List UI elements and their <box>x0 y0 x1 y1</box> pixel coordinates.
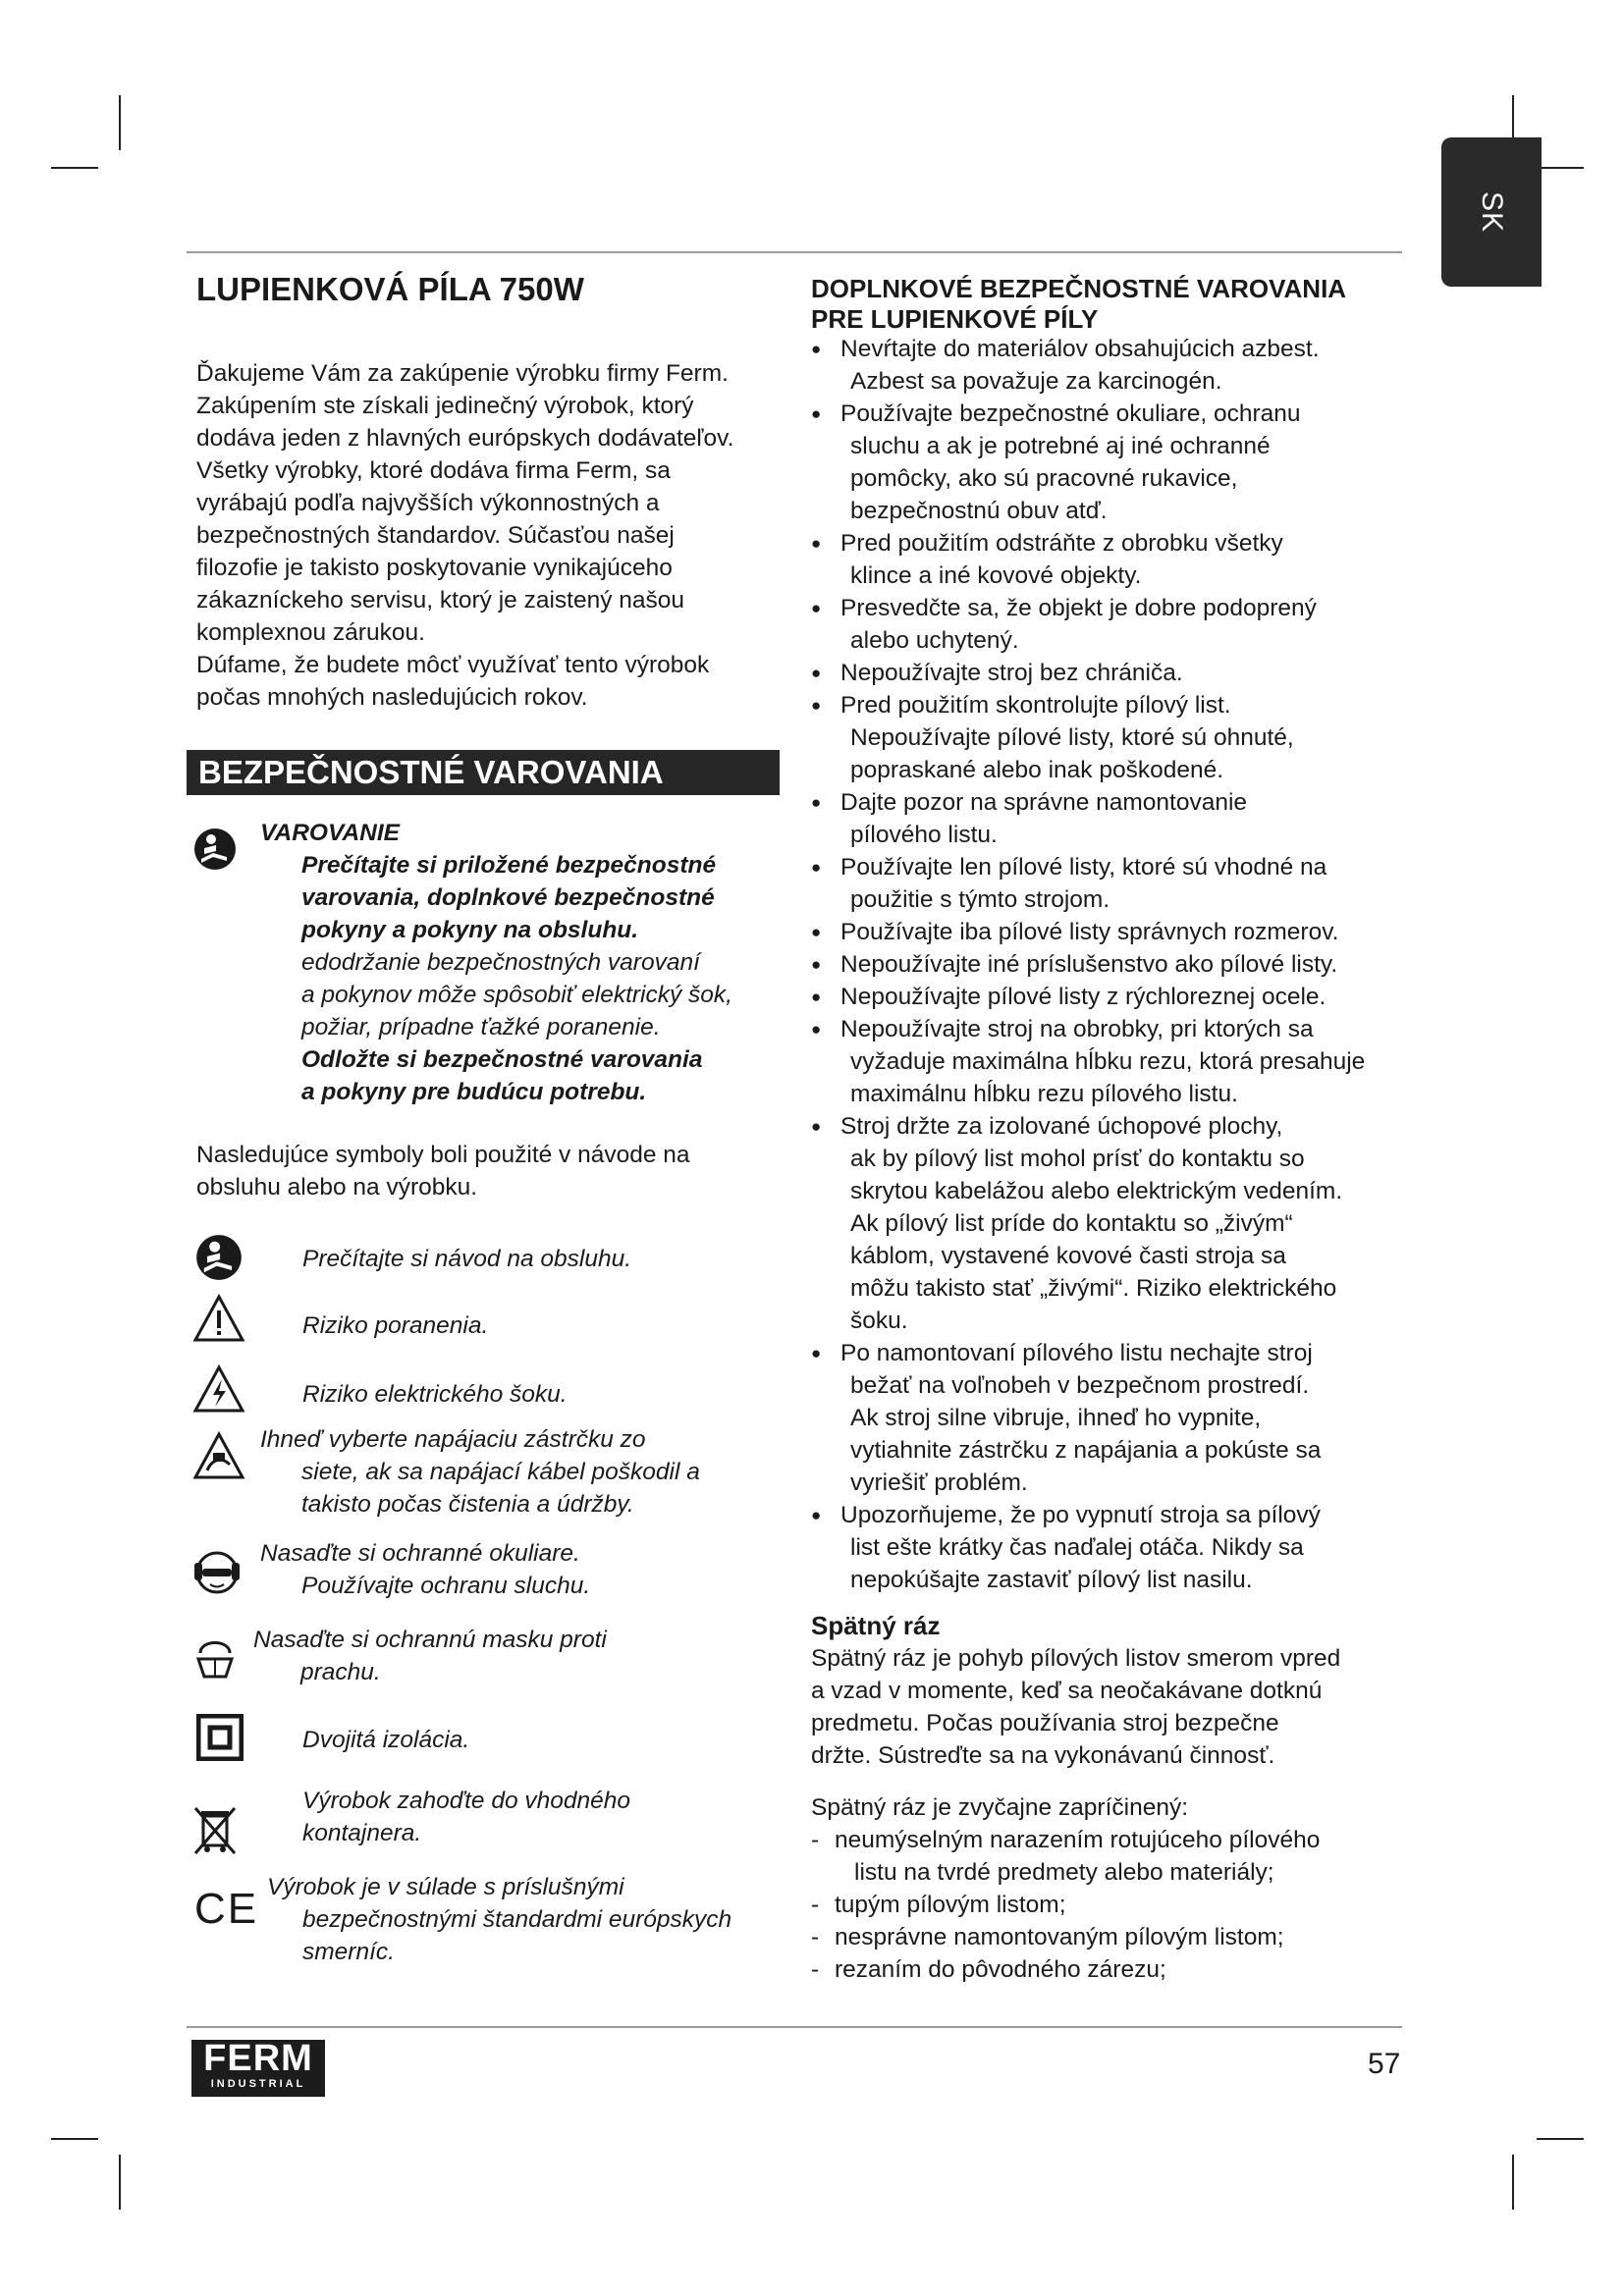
ferm-logo <box>191 2040 325 2097</box>
symbol-ce-text: Výrobok je v súlade s príslušnými bezpečnostnými štandardmi európskych smerníc. <box>267 1874 732 1965</box>
additional-warnings-heading: DOPLNKOVÉ BEZPEČNOSTNÉ VAROVANIA <box>811 274 1347 303</box>
logo-main: FERM <box>203 2038 313 2079</box>
page-number: 57 <box>1368 2048 1401 2080</box>
list-item: ● Pred použitím skontrolujte pílový list. Nepoužívajte pílové listy, ktoré sú ohnuté, popraskané alebo inak poškodené. <box>811 689 1420 786</box>
additional-warnings-list <box>811 333 1420 1596</box>
page-title: LUPIENKOVÁ PÍLA 750W <box>196 271 584 307</box>
crop-mark <box>1537 2138 1584 2140</box>
cause-list <box>811 1824 1420 1986</box>
symbol-mask-text: Nasaďte si ochrannú masku proti prachu. <box>253 1627 607 1685</box>
unplug-warning-icon <box>192 1431 245 1480</box>
goggles-ear-protection-icon <box>192 1545 242 1598</box>
weee-bin-icon <box>192 1802 238 1857</box>
list-item: ● Používajte iba pílové listy správnych rozmerov. <box>811 916 1420 948</box>
crop-mark <box>119 2155 121 2210</box>
logo-sub: INDUSTRIAL <box>210 2078 306 2090</box>
symbol-injury-text: Riziko poranenia. <box>302 1312 489 1339</box>
list-item: - rezaním do pôvodného zárezu; <box>811 1953 1420 1986</box>
symbol-unplug-text: Ihneď vyberte napájaciu zástrčku zo siete, ak sa napájací kábel poškodil a takisto počas čistenia a údržby. <box>260 1426 700 1518</box>
top-rule <box>187 251 1402 253</box>
list-item: ● Nepoužívajte stroj na obrobky, pri ktorých sa vyžaduje maximálna hĺbku rezu, ktorá presahuje maximálnu hĺbku rezu pílového listu. <box>811 1013 1420 1110</box>
warning-triangle-icon <box>192 1294 245 1343</box>
list-item: ● Stroj držte za izolované úchopové plochy, ak by pílový list mohol prísť do kontaktu so skrytou kabelážou alebo elektrickým vedením. Ak pílový list príde do kontaktu so „živým“ káblom, vystavené kovové časti stroja sa môžu takisto stať „živými“. Riziko elektrického šoku. <box>811 1110 1420 1337</box>
list-item: ● Nepoužívajte iné príslušenstvo ako pílové listy. <box>811 948 1420 981</box>
symbol-read-text: Prečítajte si návod na obsluhu. <box>302 1246 632 1272</box>
symbol-shock-text: Riziko elektrického šoku. <box>302 1381 568 1408</box>
symbol-weee-text: Výrobok zahoďte do vhodného kontajnera. <box>302 1788 631 1846</box>
list-item: ● Nepoužívajte pílové listy z rýchloreznej ocele. <box>811 981 1420 1013</box>
list-item: ● Po namontovaní pílového listu nechajte stroj bežať na voľnobeh v bezpečnom prostredí. Ak stroj silne vibruje, ihneď ho vypnite, vytiahnite zástrčku z napájania a pokúste sa vyriešiť problém. <box>811 1337 1420 1499</box>
warning-block: VAROVANIE Prečítajte si priložené bezpečnostné varovania, doplnkové bezpečnostné pokyny a pokyny na obsluhu. edodržanie bezpečnostných varovaní a pokynov môže spôsobiť elektrický šok, požiar, prípadne ťažké poranenie. Odložte si bezpečnostné varovania a pokyny pre budúcu potrebu. <box>260 817 790 1108</box>
list-item: ● Používajte bezpečnostné okuliare, ochranu sluchu a ak je potrebné aj iné ochranné pomôcky, ako sú pracovné rukavice, bezpečnostnú obuv atď. <box>811 398 1420 527</box>
list-item: ● Upozorňujeme, že po vypnutí stroja sa pílový list ešte krátky čas naďalej otáča. Nikdy sa nepokúšajte zastaviť pílový list nasilu. <box>811 1499 1420 1596</box>
cause-intro: Spätný ráz je zvyčajne zapríčinený: <box>811 1794 1189 1821</box>
list-item: ● Nevŕtajte do materiálov obsahujúcich azbest. Azbest sa považuje za karcinogén. <box>811 333 1420 398</box>
ce-mark: CE <box>194 1885 259 1933</box>
dust-mask-icon <box>192 1629 238 1684</box>
list-item: ● Nepoužívajte stroj bez chrániča. <box>811 657 1420 689</box>
list-item: - neumýselným narazením rotujúceho pílového listu na tvrdé predmety alebo materiály; <box>811 1824 1420 1889</box>
language-tab <box>1441 137 1542 287</box>
electric-shock-icon <box>192 1364 245 1414</box>
read-manual-icon <box>192 827 238 872</box>
symbol-goggles-text: Nasaďte si ochranné okuliare. Používajte ochranu sluchu. <box>260 1540 591 1599</box>
list-item: ● Dajte pozor na správne namontovanie pílového listu. <box>811 786 1420 851</box>
crop-mark <box>51 167 98 169</box>
list-item: - nesprávne namontovaným pílovým listom; <box>811 1921 1420 1953</box>
language-tab-label: SK <box>1476 190 1508 234</box>
crop-mark <box>1537 167 1584 169</box>
list-item: ● Používajte len pílové listy, ktoré sú vhodné na použitie s týmto strojom. <box>811 851 1420 916</box>
list-item: ● Pred použitím odstráňte z obrobku všetky klince a iné kovové objekty. <box>811 527 1420 592</box>
list-item: ● Presvedčte sa, že objekt je dobre podoprený alebo uchytený. <box>811 592 1420 657</box>
intro-paragraph: Ďakujeme Vám za zakúpenie výrobku firmy Ferm. Zakúpením ste získali jedinečný výrobok, ktorý dodáva jeden z hlavných európskych dodávateľov. Všetky výrobky, ktoré dodáva firma Ferm, sa vyrábajú podľa najvyšších výkonnostných a bezpečnostných štandardov. Súčasťou našej filozofie je takisto poskytovanie vynikajúceho zákazníckeho servisu, ktorý je zaistený našou komplexnou zárukou. Dúfame, že budete môcť využívať tento výrobok počas mnohých nasledujúcich rokov. <box>196 360 734 711</box>
read-manual-icon <box>194 1233 244 1282</box>
symbols-intro: Nasledujúce symboly boli použité v návode na obsluhu alebo na výrobku. <box>196 1142 690 1201</box>
list-item: - tupým pílovým listom; <box>811 1889 1420 1921</box>
warning-heading: VAROVANIE <box>260 820 401 846</box>
safety-banner: BEZPEČNOSTNÉ VAROVANIA <box>187 750 780 795</box>
crop-mark <box>51 2138 98 2140</box>
bottom-rule <box>187 2026 1402 2028</box>
symbol-double-text: Dvojitá izolácia. <box>302 1727 470 1753</box>
kickback-title: Spätný ráz <box>811 1611 941 1640</box>
double-insulation-icon <box>196 1714 244 1761</box>
crop-mark <box>1512 2155 1514 2210</box>
right-column: DOPLNKOVÉ BEZPEČNOSTNÉ VAROVANIA PRE LUPIENKOVÉ PÍLY ● Nevŕtajte do materiálov obsahujúcich azbest. Azbest sa považuje za karcinogén. ● Používajte bezpečnostné okuliare, ochranu sluchu a ak je potrebné aj iné ochranné pomôcky, ako sú pracovné rukavice, bezpečnostnú obuv atď. ● Pred použitím odstráňte z obrobku všetky klince a iné kovové objekty. ● Presvedčte sa, že objekt je dobre podoprený alebo uchytený. ● Nepoužívajte stroj bez chrániča. ● Pred použitím skontrolujte pílový list. Nepoužívajte pílové listy, ktoré sú ohnuté, popraskané alebo inak poškodené. ● Dajte pozor na správne namontovanie pílového listu. ● Používajte len pílové listy, ktoré sú vhodné na použitie s týmto strojom. ● Používajte iba pílové listy správnych rozmerov. ● Nepoužívajte iné príslušenstvo ako pílové listy. ● Nepoužívajte pílové listy z rýchloreznej ocele. ● Nepoužívajte stroj na obrobky, pri ktorých sa vyžaduje maximálna hĺbku rezu, ktorá presahuje maximálnu hĺbku rezu pílového listu. ● Stroj držte za izolované úchopové plochy, ak by pílový list mohol prísť do kontaktu so skrytou kabelážou alebo elektrickým vedením. Ak pílový list príde do kontaktu so „živým“ káblom, vystavené kovové časti stroja sa môžu takisto stať „živými“. Riziko elektrického šoku. ● Po namontovaní pílového listu nechajte stroj bežať na voľnobeh v bezpečnom prostredí. Ak stroj silne vibruje, ihneď ho vypnite, vytiahnite zástrčku z napájania a pokúste sa vyriešiť problém. ● Upozorňujeme, že po vypnutí stroja sa pílový list ešte krátky čas naďalej otáča. Nikdy sa nepokúšajte zastaviť pílový list nasilu. Spätný ráz Spätný ráz je pohyb pílových listov smerom vpred a vzad v momente, keď sa neočakávane dotknú predmetu. Počas používania stroj bezpečne držte. Sústreďte sa na vykonávanú činnosť. Spätný ráz je zvyčajne zapríčinený: - neumýselným narazením rotujúceho pílového listu na tvrdé predmety alebo materiály; - tupým pílovým listom; - nesprávne namontovaným pílovým listom; - rezaním do pôvodného zárezu; <box>811 273 1420 1986</box>
crop-mark <box>119 95 121 150</box>
